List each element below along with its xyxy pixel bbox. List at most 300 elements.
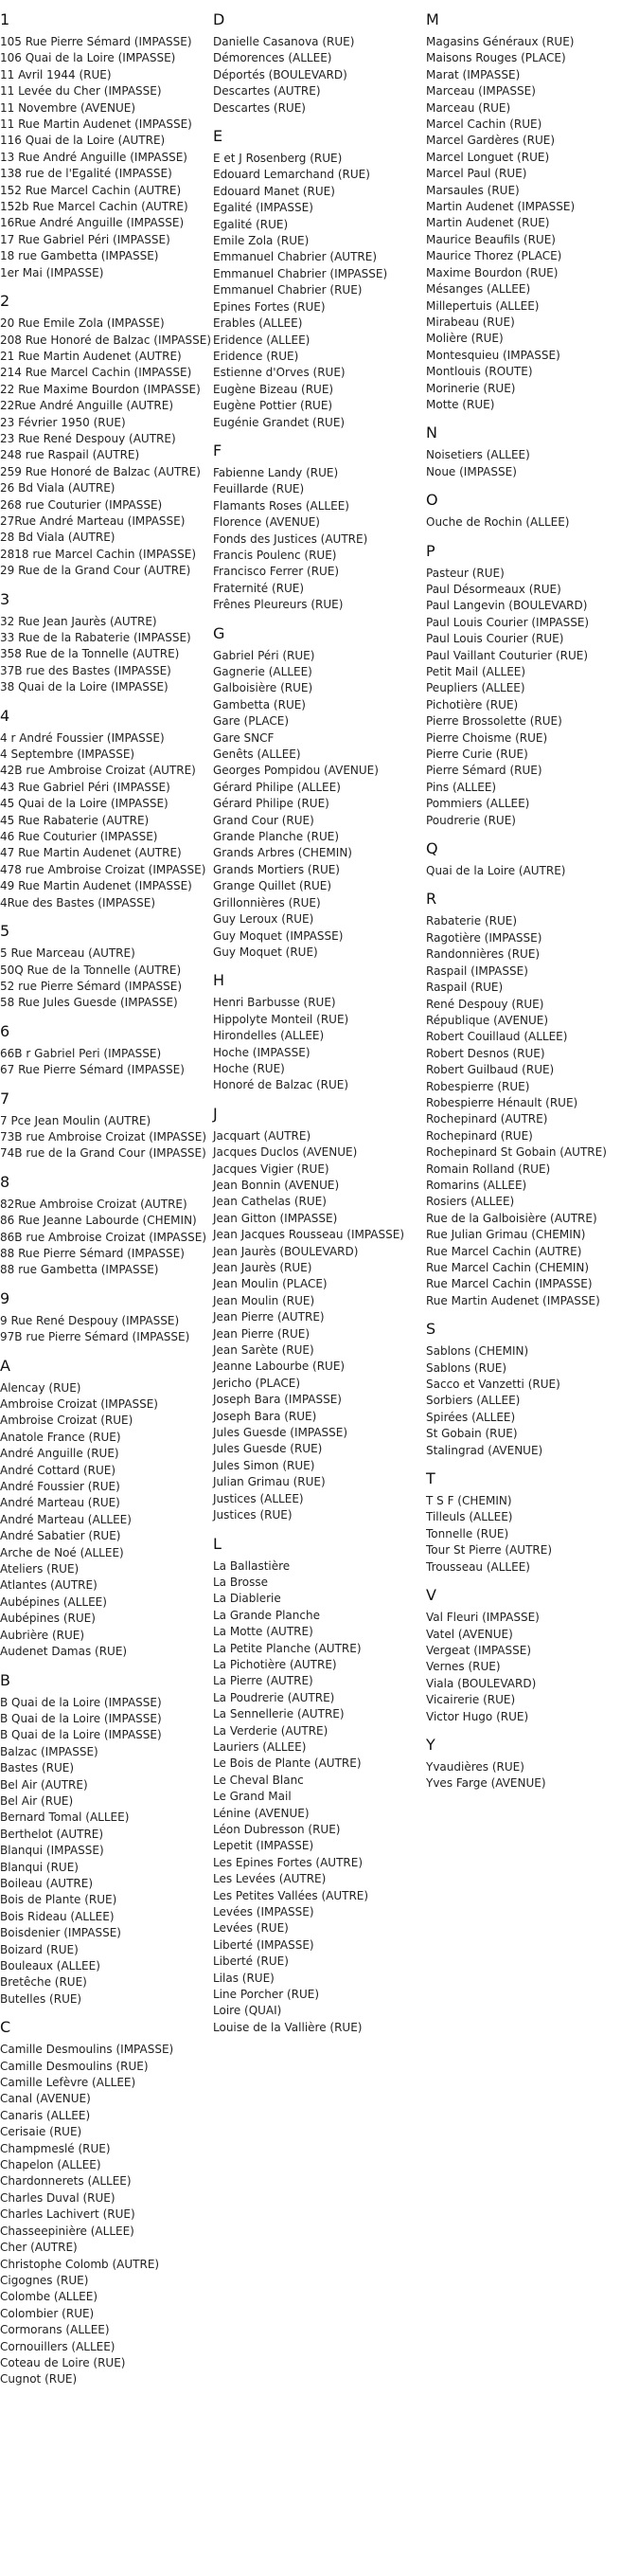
- street-link[interactable]: La Diablerie: [213, 1592, 281, 1606]
- street-link[interactable]: Noisetiers (ALLEE): [426, 448, 530, 462]
- street-link[interactable]: Peupliers (ALLEE): [426, 681, 525, 695]
- street-link[interactable]: Rochepinard (AUTRE): [426, 1112, 548, 1126]
- street-link[interactable]: 7 Pce Jean Moulin (AUTRE): [0, 1113, 151, 1127]
- street-link[interactable]: 478 rue Ambroise Croizat (IMPASSE): [0, 862, 206, 876]
- street-link[interactable]: Cormorans (ALLEE): [0, 2323, 110, 2337]
- street-link[interactable]: 58 Rue Jules Guesde (IMPASSE): [0, 996, 178, 1010]
- street-link[interactable]: Robert Desnos (RUE): [426, 1046, 545, 1060]
- street-link[interactable]: Maurice Beaufils (RUE): [426, 232, 556, 246]
- street-link[interactable]: Cher (AUTRE): [0, 2241, 78, 2255]
- street-link[interactable]: Emmanuel Chabrier (RUE): [213, 283, 363, 297]
- street-link[interactable]: La Verderie (AUTRE): [213, 1723, 328, 1738]
- street-link[interactable]: Atlantes (AUTRE): [0, 1578, 98, 1593]
- street-link[interactable]: B Quai de la Loire (IMPASSE): [0, 1711, 162, 1725]
- street-link[interactable]: Morinerie (RUE): [426, 381, 516, 395]
- street-link[interactable]: La Pichotière (AUTRE): [213, 1657, 337, 1671]
- street-link[interactable]: Gérard Philipe (RUE): [213, 797, 329, 811]
- street-link[interactable]: E et J Rosenberg (RUE): [213, 152, 343, 166]
- street-link[interactable]: Canal (AVENUE): [0, 2092, 91, 2106]
- street-link[interactable]: André Marteau (RUE): [0, 1496, 120, 1510]
- street-link[interactable]: Colombier (RUE): [0, 2306, 95, 2320]
- street-link[interactable]: Grands Mortiers (RUE): [213, 862, 340, 876]
- street-link[interactable]: La Sennellerie (AUTRE): [213, 1707, 345, 1721]
- street-link[interactable]: Rue Martin Audenet (IMPASSE): [426, 1293, 600, 1307]
- street-link[interactable]: 152 Rue Marcel Cachin (AUTRE): [0, 183, 182, 197]
- street-link[interactable]: Paul Désormeaux (RUE): [426, 582, 561, 596]
- street-link[interactable]: Gare SNCF: [213, 730, 275, 745]
- street-link[interactable]: André Anguille (RUE): [0, 1447, 119, 1461]
- street-link[interactable]: 43 Rue Gabriel Péri (IMPASSE): [0, 780, 170, 794]
- street-link[interactable]: Descartes (AUTRE): [213, 84, 321, 99]
- street-link[interactable]: Jean Jaurès (RUE): [213, 1261, 312, 1274]
- street-link[interactable]: Rabaterie (RUE): [426, 914, 518, 928]
- street-link[interactable]: 17 Rue Gabriel Péri (IMPASSE): [0, 232, 170, 246]
- street-link[interactable]: Marceau (RUE): [426, 100, 511, 115]
- street-link[interactable]: Romain Rolland (RUE): [426, 1162, 551, 1176]
- street-link[interactable]: Frênes Pleureurs (RUE): [213, 598, 344, 612]
- street-link[interactable]: Les Levées (AUTRE): [213, 1872, 327, 1886]
- street-link[interactable]: Bouleaux (ALLEE): [0, 1959, 100, 1973]
- street-link[interactable]: Gabriel Péri (RUE): [213, 648, 315, 662]
- street-link[interactable]: Jules Simon (RUE): [213, 1458, 315, 1472]
- street-link[interactable]: Bastes (RUE): [0, 1761, 75, 1775]
- street-link[interactable]: Jacques Vigier (RUE): [213, 1162, 329, 1176]
- street-link[interactable]: 214 Rue Marcel Cachin (IMPASSE): [0, 366, 192, 380]
- street-link[interactable]: 21 Rue Martin Audenet (AUTRE): [0, 349, 182, 363]
- street-link[interactable]: Montlouis (ROUTE): [426, 365, 533, 379]
- street-link[interactable]: Pichotière (RUE): [426, 697, 519, 712]
- street-link[interactable]: Hirondelles (ALLEE): [213, 1029, 325, 1043]
- street-link[interactable]: 4 r André Foussier (IMPASSE): [0, 730, 165, 745]
- street-link[interactable]: Hippolyte Monteil (RUE): [213, 1012, 349, 1026]
- street-link[interactable]: Martin Audenet (RUE): [426, 216, 550, 230]
- street-link[interactable]: Trousseau (ALLEE): [426, 1559, 530, 1574]
- street-link[interactable]: 97B rue Pierre Sémard (IMPASSE): [0, 1330, 190, 1344]
- street-link[interactable]: Aubépines (RUE): [0, 1612, 96, 1626]
- street-link[interactable]: 88 Rue Pierre Sémard (IMPASSE): [0, 1246, 185, 1260]
- street-link[interactable]: Jules Guesde (IMPASSE): [213, 1426, 348, 1440]
- street-link[interactable]: Grands Arbres (CHEMIN): [213, 846, 352, 860]
- street-link[interactable]: 248 rue Raspail (AUTRE): [0, 448, 140, 462]
- street-link[interactable]: Martin Audenet (IMPASSE): [426, 200, 576, 214]
- street-link[interactable]: Les Petites Vallées (AUTRE): [213, 1888, 369, 1902]
- street-link[interactable]: 52 rue Pierre Sémard (IMPASSE): [0, 979, 183, 993]
- street-link[interactable]: 22Rue André Anguille (AUTRE): [0, 399, 174, 413]
- street-link[interactable]: Pierre Curie (RUE): [426, 748, 528, 762]
- street-link[interactable]: Noue (IMPASSE): [426, 464, 517, 478]
- street-link[interactable]: Levées (IMPASSE): [213, 1905, 314, 1919]
- street-link[interactable]: Sorbiers (ALLEE): [426, 1394, 521, 1408]
- street-link[interactable]: 18 rue Gambetta (IMPASSE): [0, 249, 159, 263]
- street-link[interactable]: 138 rue de l'Egalité (IMPASSE): [0, 167, 172, 181]
- street-link[interactable]: 47 Rue Martin Audenet (AUTRE): [0, 846, 182, 860]
- street-link[interactable]: Guy Leroux (RUE): [213, 912, 314, 927]
- street-link[interactable]: Montesquieu (IMPASSE): [426, 348, 560, 362]
- street-link[interactable]: Camille Lefèvre (ALLEE): [0, 2076, 136, 2090]
- street-link[interactable]: Spirées (ALLEE): [426, 1410, 516, 1424]
- street-link[interactable]: Gérard Philipe (ALLEE): [213, 780, 341, 794]
- street-link[interactable]: Francis Poulenc (RUE): [213, 548, 337, 562]
- street-link[interactable]: Eugène Bizeau (RUE): [213, 382, 334, 396]
- street-link[interactable]: Viala (BOULEVARD): [426, 1676, 537, 1690]
- street-link[interactable]: Raspail (IMPASSE): [426, 964, 528, 978]
- street-link[interactable]: Rosiers (ALLEE): [426, 1195, 515, 1209]
- street-link[interactable]: Fraternité (RUE): [213, 581, 305, 595]
- street-link[interactable]: Léon Dubresson (RUE): [213, 1823, 341, 1836]
- street-link[interactable]: 32 Rue Jean Jaurès (AUTRE): [0, 614, 157, 628]
- street-link[interactable]: Rochepinard (RUE): [426, 1128, 533, 1143]
- street-link[interactable]: Pierre Choisme (RUE): [426, 730, 548, 745]
- street-link[interactable]: Line Porcher (RUE): [213, 1988, 320, 2002]
- street-link[interactable]: Champmeslé (RUE): [0, 2141, 111, 2155]
- street-link[interactable]: Canaris (ALLEE): [0, 2108, 91, 2122]
- street-link[interactable]: Aubrière (RUE): [0, 1628, 85, 1642]
- street-link[interactable]: Marcel Cachin (RUE): [426, 117, 542, 132]
- street-link[interactable]: Grillonnières (RUE): [213, 895, 321, 910]
- street-link[interactable]: 11 Novembre (AVENUE): [0, 100, 135, 115]
- street-link[interactable]: Anatole France (RUE): [0, 1430, 121, 1444]
- street-link[interactable]: Bretêche (RUE): [0, 1975, 87, 1990]
- street-link[interactable]: Paul Louis Courier (IMPASSE): [426, 615, 590, 629]
- street-link[interactable]: 86B rue Ambroise Croizat (IMPASSE): [0, 1230, 207, 1244]
- street-link[interactable]: Vicairerie (RUE): [426, 1693, 516, 1707]
- street-link[interactable]: Quai de la Loire (AUTRE): [426, 864, 566, 878]
- street-link[interactable]: Jean Cathelas (RUE): [213, 1195, 327, 1209]
- street-link[interactable]: Lepetit (IMPASSE): [213, 1839, 314, 1853]
- street-link[interactable]: Arche de Noé (ALLEE): [0, 1545, 124, 1559]
- street-link[interactable]: 13 Rue André Anguille (IMPASSE): [0, 150, 187, 164]
- street-link[interactable]: Epines Fortes (RUE): [213, 299, 326, 314]
- street-link[interactable]: La Grande Planche: [213, 1608, 320, 1622]
- street-link[interactable]: 9 Rue René Despouy (IMPASSE): [0, 1313, 180, 1327]
- street-link[interactable]: Bois Rideau (ALLEE): [0, 1909, 115, 1923]
- street-link[interactable]: Les Epines Fortes (AUTRE): [213, 1855, 364, 1869]
- street-link[interactable]: La Poudrerie (AUTRE): [213, 1690, 335, 1704]
- street-link[interactable]: Rochepinard St Gobain (AUTRE): [426, 1145, 607, 1160]
- street-link[interactable]: Ragotière (IMPASSE): [426, 930, 542, 945]
- street-link[interactable]: Tour St Pierre (AUTRE): [426, 1543, 553, 1558]
- street-link[interactable]: Marcel Gardères (RUE): [426, 134, 556, 148]
- street-link[interactable]: Jean Moulin (PLACE): [213, 1277, 328, 1291]
- street-link[interactable]: Edouard Manet (RUE): [213, 184, 335, 198]
- street-link[interactable]: Chapelon (ALLEE): [0, 2158, 101, 2172]
- street-link[interactable]: Alencay (RUE): [0, 1380, 81, 1395]
- street-link[interactable]: Bois de Plante (RUE): [0, 1893, 117, 1907]
- street-link[interactable]: Butelles (RUE): [0, 1991, 82, 2006]
- street-link[interactable]: St Gobain (RUE): [426, 1427, 518, 1441]
- street-link[interactable]: Jean Jacques Rousseau (IMPASSE): [213, 1228, 405, 1242]
- street-link[interactable]: 26 Bd Viala (AUTRE): [0, 481, 115, 495]
- street-link[interactable]: René Despouy (RUE): [426, 997, 544, 1011]
- street-link[interactable]: Liberté (RUE): [213, 1955, 289, 1969]
- street-link[interactable]: Christophe Colomb (AUTRE): [0, 2257, 160, 2271]
- street-link[interactable]: Guy Moquet (RUE): [213, 945, 318, 959]
- street-link[interactable]: Guy Moquet (IMPASSE): [213, 928, 344, 943]
- street-link[interactable]: André Marteau (ALLEE): [0, 1512, 132, 1526]
- street-link[interactable]: Marceau (IMPASSE): [426, 84, 536, 99]
- street-link[interactable]: 66B r Gabriel Peri (IMPASSE): [0, 1046, 162, 1060]
- street-link[interactable]: T S F (CHEMIN): [426, 1494, 512, 1508]
- street-link[interactable]: Vergeat (IMPASSE): [426, 1643, 532, 1657]
- street-link[interactable]: Joseph Bara (RUE): [213, 1409, 317, 1423]
- street-link[interactable]: 5 Rue Marceau (AUTRE): [0, 946, 135, 961]
- street-link[interactable]: Sacco et Vanzetti (RUE): [426, 1378, 560, 1392]
- street-link[interactable]: 28 Bd Viala (AUTRE): [0, 531, 115, 545]
- street-link[interactable]: Bel Air (AUTRE): [0, 1777, 88, 1792]
- street-link[interactable]: Aubépines (ALLEE): [0, 1594, 107, 1609]
- street-link[interactable]: Coteau de Loire (RUE): [0, 2355, 126, 2369]
- street-link[interactable]: Magasins Généraux (RUE): [426, 35, 575, 48]
- street-link[interactable]: 208 Rue Honoré de Balzac (IMPASSE): [0, 333, 212, 347]
- street-link[interactable]: Rue Julian Grimau (CHEMIN): [426, 1228, 586, 1242]
- street-link[interactable]: Blanqui (RUE): [0, 1860, 79, 1874]
- street-link[interactable]: Marcel Paul (RUE): [426, 167, 527, 181]
- street-link[interactable]: Robert Couillaud (ALLEE): [426, 1030, 568, 1044]
- street-link[interactable]: Eridence (RUE): [213, 349, 299, 363]
- street-link[interactable]: Jean Bonnin (AVENUE): [213, 1178, 340, 1192]
- street-link[interactable]: Démorences (ALLEE): [213, 51, 332, 65]
- street-link[interactable]: 4 Septembre (IMPASSE): [0, 748, 135, 762]
- street-link[interactable]: 73B rue Ambroise Croizat (IMPASSE): [0, 1129, 207, 1144]
- street-link[interactable]: Boileau (AUTRE): [0, 1876, 94, 1890]
- street-link[interactable]: 37B rue des Bastes (IMPASSE): [0, 663, 171, 677]
- street-link[interactable]: 259 Rue Honoré de Balzac (AUTRE): [0, 464, 201, 478]
- street-link[interactable]: Lauriers (ALLEE): [213, 1739, 307, 1754]
- street-link[interactable]: Tilleuls (ALLEE): [426, 1510, 513, 1524]
- street-link[interactable]: Bernard Tomal (ALLEE): [0, 1810, 130, 1825]
- street-link[interactable]: Fonds des Justices (AUTRE): [213, 531, 368, 546]
- street-link[interactable]: Jean Sarète (RUE): [213, 1343, 314, 1358]
- street-link[interactable]: 49 Rue Martin Audenet (IMPASSE): [0, 879, 192, 893]
- street-link[interactable]: Jean Pierre (AUTRE): [213, 1310, 325, 1324]
- street-link[interactable]: Eugène Pottier (RUE): [213, 399, 333, 413]
- street-link[interactable]: Paul Louis Courier (RUE): [426, 632, 564, 646]
- street-link[interactable]: Emmanuel Chabrier (AUTRE): [213, 250, 378, 264]
- street-link[interactable]: 4Rue des Bastes (IMPASSE): [0, 895, 156, 910]
- street-link[interactable]: La Ballastière: [213, 1558, 291, 1573]
- street-link[interactable]: Emmanuel Chabrier (IMPASSE): [213, 266, 388, 280]
- street-link[interactable]: 11 Rue Martin Audenet (IMPASSE): [0, 117, 192, 132]
- street-link[interactable]: Loire (QUAI): [213, 2004, 282, 2018]
- street-link[interactable]: Victor Hugo (RUE): [426, 1709, 529, 1723]
- street-link[interactable]: Le Grand Mail: [213, 1790, 292, 1804]
- street-link[interactable]: 23 Février 1950 (RUE): [0, 415, 126, 429]
- street-link[interactable]: André Sabatier (RUE): [0, 1529, 121, 1543]
- street-link[interactable]: Flamants Roses (ALLEE): [213, 498, 349, 513]
- street-link[interactable]: Emile Zola (RUE): [213, 234, 310, 248]
- street-link[interactable]: Chardonnerets (ALLEE): [0, 2174, 132, 2189]
- street-link[interactable]: Charles Lachivert (RUE): [0, 2207, 135, 2222]
- street-link[interactable]: Feuillarde (RUE): [213, 482, 305, 496]
- street-link[interactable]: Poudrerie (RUE): [426, 813, 516, 827]
- street-link[interactable]: Jules Guesde (RUE): [213, 1442, 323, 1456]
- street-link[interactable]: Millepertuis (ALLEE): [426, 298, 540, 313]
- street-link[interactable]: Vernes (RUE): [426, 1660, 501, 1674]
- street-link[interactable]: 33 Rue de la Rabaterie (IMPASSE): [0, 631, 191, 644]
- street-link[interactable]: La Motte (AUTRE): [213, 1625, 313, 1639]
- street-link[interactable]: Vatel (AVENUE): [426, 1627, 513, 1641]
- street-link[interactable]: Camille Desmoulins (RUE): [0, 2059, 149, 2073]
- street-link[interactable]: Ouche de Rochin (ALLEE): [426, 515, 570, 530]
- street-link[interactable]: Liberté (IMPASSE): [213, 1937, 314, 1952]
- street-link[interactable]: Levées (RUE): [213, 1921, 289, 1936]
- street-link[interactable]: Gambetta (RUE): [213, 697, 306, 712]
- street-link[interactable]: Déportés (BOULEVARD): [213, 67, 347, 81]
- street-link[interactable]: 45 Rue Rabaterie (AUTRE): [0, 813, 150, 827]
- street-link[interactable]: Pasteur (RUE): [426, 566, 505, 580]
- street-link[interactable]: La Pierre (AUTRE): [213, 1674, 313, 1688]
- street-link[interactable]: Tonnelle (RUE): [426, 1526, 509, 1540]
- street-link[interactable]: B Quai de la Loire (IMPASSE): [0, 1728, 162, 1742]
- street-link[interactable]: Boizard (RUE): [0, 1942, 79, 1956]
- street-link[interactable]: Marcel Longuet (RUE): [426, 150, 550, 164]
- street-link[interactable]: 105 Rue Pierre Sémard (IMPASSE): [0, 35, 192, 48]
- street-link[interactable]: 42B rue Ambroise Croizat (AUTRE): [0, 764, 196, 778]
- street-link[interactable]: 82Rue Ambroise Croizat (AUTRE): [0, 1197, 187, 1211]
- street-link[interactable]: Romarins (ALLEE): [426, 1178, 527, 1192]
- street-link[interactable]: Rue Marcel Cachin (AUTRE): [426, 1244, 582, 1258]
- street-link[interactable]: Camille Desmoulins (IMPASSE): [0, 2043, 174, 2057]
- street-link[interactable]: Mirabeau (RUE): [426, 315, 515, 329]
- street-link[interactable]: Cigognes (RUE): [0, 2273, 89, 2287]
- street-link[interactable]: 86 Rue Jeanne Labourde (CHEMIN): [0, 1214, 197, 1228]
- street-link[interactable]: 50Q Rue de la Tonnelle (AUTRE): [0, 963, 182, 977]
- street-link[interactable]: Sablons (CHEMIN): [426, 1344, 529, 1359]
- street-link[interactable]: Le Cheval Blanc: [213, 1773, 304, 1787]
- street-link[interactable]: Chasseepinière (ALLEE): [0, 2224, 134, 2238]
- street-link[interactable]: Egalité (RUE): [213, 217, 289, 231]
- street-link[interactable]: Ambroise Croizat (RUE): [0, 1414, 133, 1428]
- street-link[interactable]: Yves Farge (AVENUE): [426, 1776, 546, 1791]
- street-link[interactable]: Jean Jaurès (BOULEVARD): [213, 1244, 359, 1258]
- street-link[interactable]: 67 Rue Pierre Sémard (IMPASSE): [0, 1063, 185, 1077]
- street-link[interactable]: Cornouillers (ALLEE): [0, 2339, 115, 2353]
- street-link[interactable]: 38 Quai de la Loire (IMPASSE): [0, 680, 169, 694]
- street-link[interactable]: Julian Grimau (RUE): [213, 1475, 326, 1489]
- street-link[interactable]: Lénine (AVENUE): [213, 1806, 310, 1820]
- street-link[interactable]: Sablons (RUE): [426, 1360, 507, 1375]
- street-link[interactable]: Joseph Bara (IMPASSE): [213, 1393, 342, 1407]
- street-link[interactable]: Georges Pompidou (AVENUE): [213, 764, 379, 778]
- street-link[interactable]: Pierre Brossolette (RUE): [426, 714, 562, 729]
- street-link[interactable]: 23 Rue René Despouy (AUTRE): [0, 431, 176, 445]
- street-link[interactable]: 27Rue André Marteau (IMPASSE): [0, 513, 186, 528]
- street-link[interactable]: La Brosse: [213, 1575, 268, 1589]
- street-link[interactable]: Erables (ALLEE): [213, 316, 303, 331]
- street-link[interactable]: Hoche (IMPASSE): [213, 1045, 311, 1059]
- street-link[interactable]: 29 Rue de la Grand Cour (AUTRE): [0, 564, 191, 578]
- street-link[interactable]: Eugénie Grandet (RUE): [213, 415, 346, 429]
- street-link[interactable]: Blanqui (IMPASSE): [0, 1844, 104, 1858]
- street-link[interactable]: 1er Mai (IMPASSE): [0, 265, 104, 279]
- street-link[interactable]: Edouard Lemarchand (RUE): [213, 168, 370, 182]
- street-link[interactable]: Jean Pierre (RUE): [213, 1326, 311, 1341]
- street-link[interactable]: Grand Cour (RUE): [213, 813, 314, 827]
- street-link[interactable]: Jacques Duclos (AVENUE): [213, 1145, 358, 1160]
- street-link[interactable]: B Quai de la Loire (IMPASSE): [0, 1695, 162, 1709]
- street-link[interactable]: Robespierre (RUE): [426, 1079, 530, 1093]
- street-link[interactable]: Genêts (ALLEE): [213, 748, 301, 762]
- street-link[interactable]: 11 Avril 1944 (RUE): [0, 67, 112, 81]
- street-link[interactable]: Maisons Rouges (PLACE): [426, 51, 566, 65]
- street-link[interactable]: 152b Rue Marcel Cachin (AUTRE): [0, 200, 188, 214]
- street-link[interactable]: André Foussier (RUE): [0, 1480, 120, 1494]
- street-link[interactable]: Val Fleuri (IMPASSE): [426, 1611, 540, 1625]
- street-link[interactable]: Justices (ALLEE): [213, 1491, 304, 1505]
- street-link[interactable]: Charles Duval (RUE): [0, 2190, 115, 2205]
- street-link[interactable]: 88 rue Gambetta (IMPASSE): [0, 1263, 159, 1277]
- street-link[interactable]: Marat (IMPASSE): [426, 67, 521, 81]
- street-link[interactable]: Boisdenier (IMPASSE): [0, 1926, 121, 1940]
- street-link[interactable]: Descartes (RUE): [213, 100, 306, 115]
- street-link[interactable]: Balzac (IMPASSE): [0, 1744, 98, 1758]
- street-link[interactable]: 106 Quai de la Loire (IMPASSE): [0, 51, 176, 65]
- street-link[interactable]: Berthelot (AUTRE): [0, 1827, 104, 1841]
- street-link[interactable]: 2818 rue Marcel Cachin (IMPASSE): [0, 547, 197, 561]
- street-link[interactable]: Jean Gitton (IMPASSE): [213, 1211, 338, 1225]
- street-link[interactable]: Rue Marcel Cachin (CHEMIN): [426, 1261, 590, 1274]
- street-link[interactable]: Robert Guilbaud (RUE): [426, 1063, 555, 1077]
- street-link[interactable]: Gare (PLACE): [213, 714, 290, 729]
- street-link[interactable]: Ateliers (RUE): [0, 1562, 80, 1576]
- street-link[interactable]: 20 Rue Emile Zola (IMPASSE): [0, 316, 165, 331]
- street-link[interactable]: Paul Vaillant Couturier (RUE): [426, 648, 589, 662]
- street-link[interactable]: 358 Rue de la Tonnelle (AUTRE): [0, 647, 180, 661]
- street-link[interactable]: Honoré de Balzac (RUE): [213, 1078, 349, 1092]
- street-link[interactable]: Jean Moulin (RUE): [213, 1293, 315, 1307]
- street-link[interactable]: Maurice Thorez (PLACE): [426, 249, 562, 263]
- street-link[interactable]: 16Rue André Anguille (IMPASSE): [0, 216, 185, 230]
- street-link[interactable]: Hoche (RUE): [213, 1061, 285, 1075]
- street-link[interactable]: Jericho (PLACE): [213, 1376, 301, 1390]
- street-link[interactable]: 46 Rue Couturier (IMPASSE): [0, 830, 158, 844]
- street-link[interactable]: Galboisière (RUE): [213, 681, 313, 695]
- street-link[interactable]: Fabienne Landy (RUE): [213, 465, 339, 479]
- street-link[interactable]: Marsaules (RUE): [426, 183, 520, 197]
- street-link[interactable]: Gagnerie (ALLEE): [213, 665, 312, 678]
- street-link[interactable]: Yvaudières (RUE): [426, 1759, 524, 1774]
- street-link[interactable]: André Cottard (RUE): [0, 1463, 116, 1477]
- street-link[interactable]: Florence (AVENUE): [213, 515, 320, 530]
- street-link[interactable]: Randonnières (RUE): [426, 947, 541, 962]
- street-link[interactable]: Ambroise Croizat (IMPASSE): [0, 1397, 158, 1411]
- street-link[interactable]: Stalingrad (AVENUE): [426, 1443, 543, 1457]
- street-link[interactable]: Henri Barbusse (RUE): [213, 996, 336, 1010]
- street-link[interactable]: Grange Quillet (RUE): [213, 879, 332, 893]
- street-link[interactable]: Molière (RUE): [426, 332, 504, 346]
- street-link[interactable]: Paul Langevin (BOULEVARD): [426, 599, 588, 613]
- street-link[interactable]: Cugnot (RUE): [0, 2372, 78, 2387]
- street-link[interactable]: Jeanne Labourbe (RUE): [213, 1360, 346, 1374]
- street-link[interactable]: Rue Marcel Cachin (IMPASSE): [426, 1277, 593, 1291]
- street-link[interactable]: 116 Quai de la Loire (AUTRE): [0, 134, 166, 148]
- street-link[interactable]: La Petite Planche (AUTRE): [213, 1641, 362, 1655]
- street-link[interactable]: Bel Air (RUE): [0, 1793, 74, 1808]
- street-link[interactable]: Petit Mail (ALLEE): [426, 665, 526, 678]
- street-link[interactable]: 268 rue Couturier (IMPASSE): [0, 497, 163, 512]
- street-link[interactable]: Jacquart (AUTRE): [213, 1128, 311, 1143]
- street-link[interactable]: Audenet Damas (RUE): [0, 1645, 128, 1659]
- street-link[interactable]: Motte (RUE): [426, 397, 495, 411]
- street-link[interactable]: Pommiers (ALLEE): [426, 797, 530, 811]
- street-link[interactable]: 45 Quai de la Loire (IMPASSE): [0, 797, 169, 811]
- street-link[interactable]: Francisco Ferrer (RUE): [213, 565, 340, 579]
- street-link[interactable]: 11 Levée du Cher (IMPASSE): [0, 84, 162, 99]
- street-link[interactable]: Pins (ALLEE): [426, 780, 497, 794]
- street-link[interactable]: Pierre Sémard (RUE): [426, 764, 542, 778]
- street-link[interactable]: Egalité (IMPASSE): [213, 201, 313, 215]
- street-link[interactable]: Mésanges (ALLEE): [426, 282, 531, 297]
